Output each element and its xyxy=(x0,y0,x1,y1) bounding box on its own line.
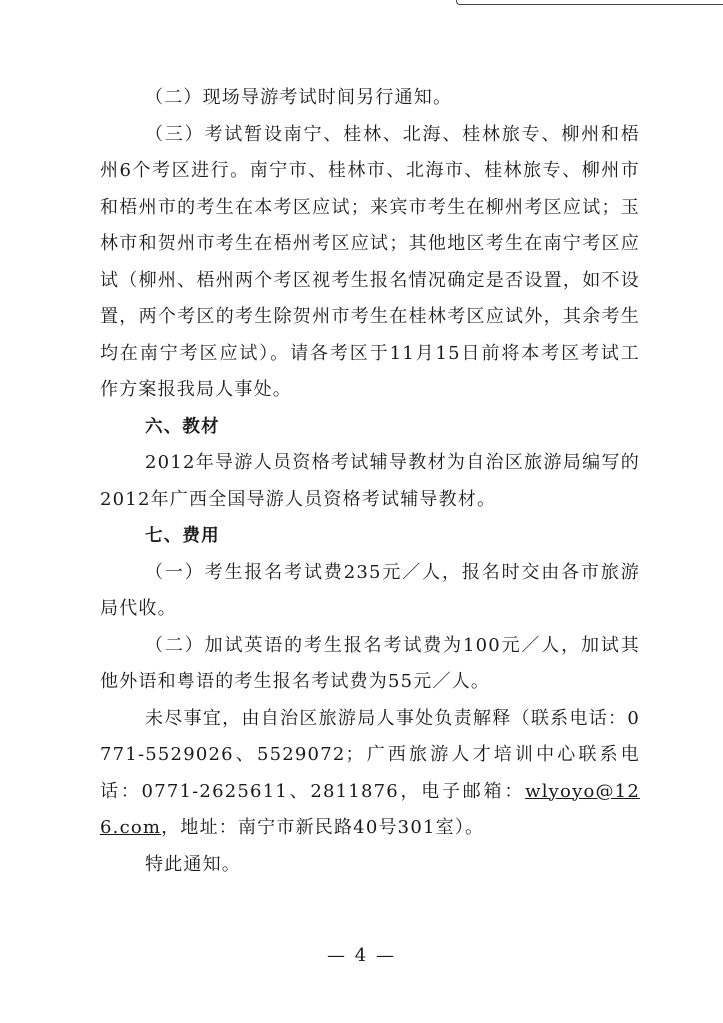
paragraph-textbooks: 2012年导游人员资格考试辅导教材为自治区旅游局编写的2012年广西全国导游人员资格考试辅导教材。 xyxy=(100,452,640,510)
document-body xyxy=(100,80,640,883)
email-link[interactable]: wlyoyo@126.com xyxy=(100,780,640,838)
page-number: — 4 — xyxy=(327,945,396,966)
paragraph-contact xyxy=(100,701,640,847)
paragraph-exam-time: （二）现场导游考试时间另行通知。 xyxy=(145,87,453,108)
contact-address: ，地址：南宁市新民路40号301室）。 xyxy=(161,817,485,838)
paragraph-fee-additional: （二）加试英语的考生报名考试费为100元／人，加试其他外语和粤语的考生报名考试费为55元／人。 xyxy=(100,634,640,692)
header-rule xyxy=(456,0,723,5)
paragraph-exam-districts: （三）考试暂设南宁、桂林、北海、桂林旅专、柳州和梧州6个考区进行。南宁市、桂林市、北海市、桂林旅专、柳州市和梧州市的考生在本考区应试；来宾市考生在柳州考区应试；玉林市和贺州市考生在梧州考区应试；其他地区考生在南宁考区应试（柳州、梧州两个考区视考生报名情况确定是否设置，如不设置，两个考区的考生除贺州市考生在桂林考区应试外，其余考生均在南宁考区应试）。请各考区于11月15日前将本考区考试工作方案报我局人事处。 xyxy=(100,123,640,400)
section-heading-fees: 七、费用 xyxy=(145,526,220,546)
paragraph-closing: 特此通知。 xyxy=(145,853,241,875)
contact-text: 未尽事宜，由自治区旅游局人事处负责解释（联系电话：0771-5529026、5529072；广西旅游人才培训中心联系电话：0771-2625611、2811876，电子邮箱： xyxy=(100,707,640,802)
section-heading-textbooks: 六、教材 xyxy=(145,416,220,437)
paragraph-fee-exam: （一）考生报名考试费235元／人，报名时交由各市旅游局代收。 xyxy=(100,561,640,619)
